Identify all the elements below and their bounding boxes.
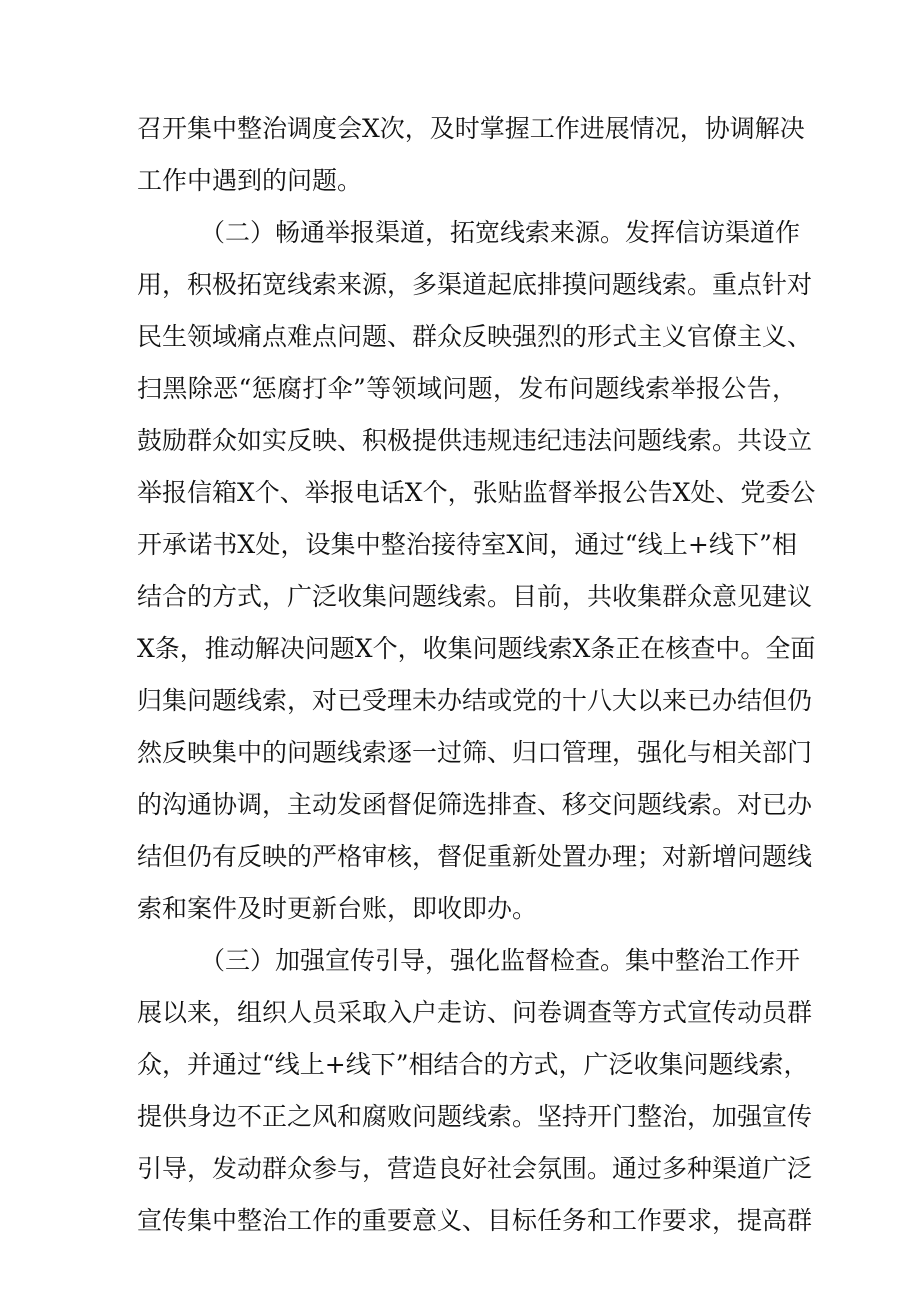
paragraph-2-line-4: 扫黑除恶“惩腐打伞”等领域问题，发布问题线索举报公告， <box>137 374 797 403</box>
paragraph-2-line-1: （二）畅通举报渠道，拓宽线索来源。发挥信访渠道作 <box>200 218 801 247</box>
paragraph-2-line-8: 结合的方式，广泛收集问题线索。目前，共收集群众意见建议 <box>137 582 813 611</box>
paragraph-2-line-11: 然反映集中的问题线索逐一过筛、归口管理，强化与相关部门 <box>137 738 813 767</box>
paragraph-3-line-3: 众，并通过“线上+线下”相结合的方式，广泛收集问题线索， <box>137 1050 809 1079</box>
paragraph-2-line-5: 鼓励群众如实反映、积极提供违规违纪违法问题线索。共设立 <box>137 426 813 455</box>
paragraph-3-line-6: 宣传集中整治工作的重要意义、目标任务和工作要求，提高群 <box>137 1206 813 1235</box>
paragraph-3-line-4: 提供身边不正之风和腐败问题线索。坚持开门整治，加强宣传 <box>137 1102 813 1131</box>
paragraph-2-line-3: 民生领域痛点难点问题、群众反映强烈的形式主义官僚主义、 <box>137 322 813 351</box>
paragraph-2-line-6: 举报信箱X个、举报电话X个，张贴监督举报公告X处、党委公 <box>137 478 816 507</box>
paragraph-1-line-2: 工作中遇到的问题。 <box>137 166 363 195</box>
paragraph-2-line-2: 用，积极拓宽线索来源，多渠道起底排摸问题线索。重点针对 <box>137 270 813 299</box>
paragraph-3-line-2: 展以来，组织人员采取入户走访、问卷调查等方式宣传动员群 <box>137 998 813 1027</box>
paragraph-2-line-9: X条，推动解决问题X个，收集问题线索X条正在核查中。全面 <box>137 634 816 663</box>
paragraph-2-line-12: 的沟通协调，主动发函督促筛选排查、移交问题线索。对已办 <box>137 790 813 819</box>
paragraph-3-line-5: 引导，发动群众参与，营造良好社会氛围。通过多种渠道广泛 <box>137 1154 813 1183</box>
paragraph-3-line-1: （三）加强宣传引导，强化监督检查。集中整治工作开 <box>200 946 801 975</box>
paragraph-2-line-14: 索和案件及时更新台账，即收即办。 <box>137 894 538 923</box>
paragraph-1-line-1: 召开集中整治调度会X次，及时掌握工作进展情况，协调解决 <box>137 114 805 143</box>
paragraph-2-line-7: 开承诺书X处，设集中整治接待室X间，通过“线上+线下”相 <box>137 530 797 559</box>
paragraph-2-line-13: 结但仍有反映的严格审核，督促重新处置办理；对新增问题线 <box>137 842 813 871</box>
paragraph-2-line-10: 归集问题线索，对已受理未办结或党的十八大以来已办结但仍 <box>137 686 813 715</box>
